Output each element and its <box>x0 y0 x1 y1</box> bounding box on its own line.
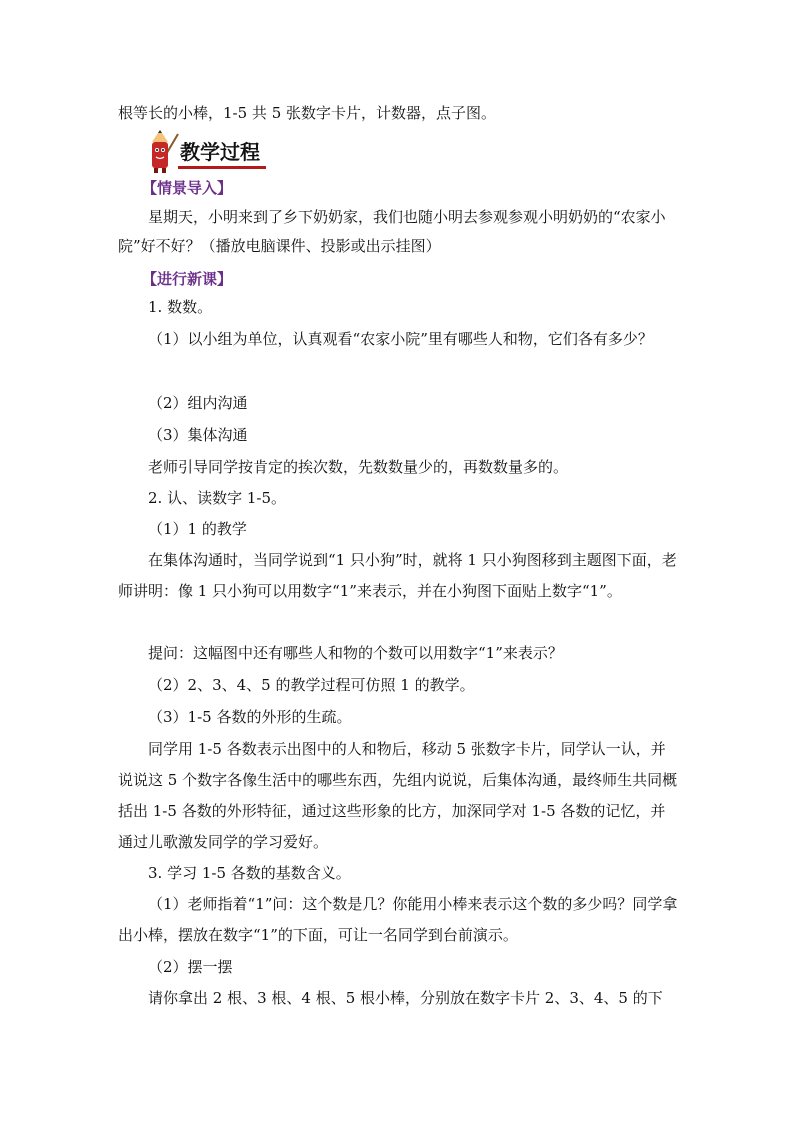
line-14: （1）老师指着“1”问：这个数是几？你能用小棒来表示这个数的多少吗？同学拿出小棒，摆放在数字“1”的下面，可让一名同学到台前演示。 <box>118 895 678 944</box>
line-3: （2）组内沟通 <box>148 394 248 412</box>
line-15: （2）摆一摆 <box>148 958 233 976</box>
line-8: 在集体沟通时，当同学说到“1 只小狗”时，就将 1 只小狗图移到主题图下面，老师讲明：像 1 只小狗可以用数字“1”来表示，并在小狗图下面贴上数字“1”。 <box>118 551 677 600</box>
intro-line: 根等长的小棒，1-5 共 5 张数字卡片，计数器，点子图。 <box>118 104 497 122</box>
line-1: 1. 数数。 <box>148 298 213 316</box>
line-10: （2）2、3、4、5 的教学过程可仿照 1 的教学。 <box>148 676 475 694</box>
section-label-situation: 【情景导入】 <box>142 179 233 197</box>
line-5: 老师引导同学按肯定的挨次数，先数数量少的，再数数量多的。 <box>148 458 569 476</box>
line-12: 同学用 1-5 各数表示出图中的人和物后，移动 5 张数字卡片，同学认一认，并说说这 5 个数字各像生活中的哪些东西，先组内说说，后集体沟通，最终师生共同概括出 1-5 各数的外形特征，通过这些形象的比方，加深同学对 1-5 各数的记忆，并通过儿歌激发同学的学习爱好。 <box>118 740 678 851</box>
line-11: （3）1-5 各数的外形的生疏。 <box>148 708 352 726</box>
line-4: （3）集体沟通 <box>148 426 248 444</box>
line-6: 2. 认、读数字 1-5。 <box>148 489 287 507</box>
line-13: 3. 学习 1-5 各数的基数含义。 <box>148 864 351 882</box>
section-label-newlesson: 【进行新课】 <box>142 270 233 288</box>
pencil-mascot-icon <box>148 128 182 174</box>
line-2: （1）以小组为单位，认真观看“农家小院”里有哪些人和物，它们各有多少？ <box>148 330 653 348</box>
line-7: （1）1 的教学 <box>148 520 247 538</box>
section-heading <box>148 128 308 174</box>
heading-underline <box>178 166 266 169</box>
heading-title: 教学过程 <box>180 140 260 164</box>
paragraph-situation: 星期天，小明来到了乡下奶奶家，我们也随小明去参观参观小明奶奶的“农家小院”好不好？（播放电脑课件、投影或出示挂图） <box>118 208 666 255</box>
line-16: 请你拿出 2 根、3 根、4 根、5 根小棒，分别放在数字卡片 2、3、4、5 的下 <box>148 989 663 1007</box>
line-9: 提问：这幅图中还有哪些人和物的个数可以用数字“1”来表示？ <box>148 644 563 662</box>
